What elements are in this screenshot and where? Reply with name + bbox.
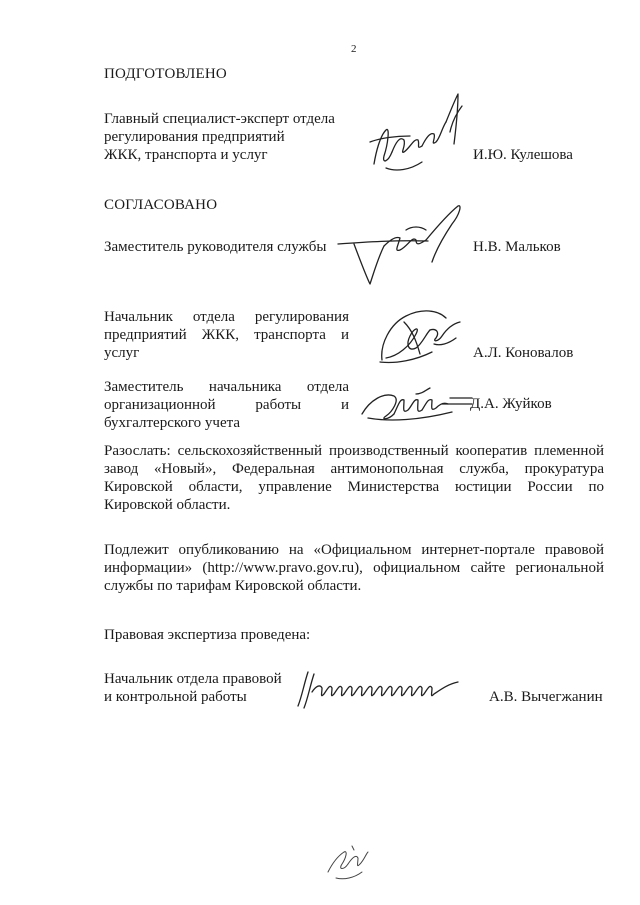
prepared-position-line: регулирования предприятий bbox=[104, 129, 285, 145]
agreed-position-konovalov bbox=[104, 308, 349, 362]
agreed-position-line: бухгалтерского учета bbox=[104, 415, 241, 431]
prepared-position bbox=[104, 110, 349, 164]
distribution-line: завод «Новый», Федеральная антимонопольная служба, прокуратура bbox=[104, 461, 604, 477]
publication-line: информации» (http://www.pravo.gov.ru), официальном сайте региональной bbox=[104, 560, 604, 576]
signature-vychegzhanin bbox=[294, 668, 464, 712]
publication-line: Подлежит опубликованию на «Официальном интернет-портале правовой bbox=[104, 542, 604, 558]
publication-paragraph bbox=[104, 541, 604, 595]
prepared-name: И.Ю. Кулешова bbox=[473, 147, 573, 163]
agreed-heading: СОГЛАСОВАНО bbox=[104, 197, 218, 213]
legal-review-position-line: и контрольной работы bbox=[104, 689, 247, 705]
legal-review-position-line: Начальник отдела правовой bbox=[104, 671, 282, 687]
agreed-name-malkov: Н.В. Мальков bbox=[473, 239, 561, 255]
signature-malkov bbox=[336, 200, 472, 290]
agreed-position-line: организационной работы и bbox=[104, 397, 349, 413]
prepared-heading: ПОДГОТОВЛЕНО bbox=[104, 66, 227, 82]
signature-zhuikov bbox=[360, 384, 476, 428]
agreed-position-zhuikov bbox=[104, 378, 349, 432]
agreed-name-zhuikov: Д.А. Жуйков bbox=[470, 396, 552, 412]
distribution-paragraph bbox=[104, 442, 604, 514]
legal-review-heading: Правовая экспертиза проведена: bbox=[104, 627, 311, 643]
signature-kuleshova bbox=[366, 92, 476, 188]
distribution-line: Разослать: сельскохозяйственный производственный кооператив племенной bbox=[104, 443, 604, 459]
agreed-position-line: Заместитель начальника отдела bbox=[104, 379, 349, 395]
agreed-name-konovalov: А.Л. Коновалов bbox=[473, 345, 574, 361]
prepared-position-line: ЖКК, транспорта и услуг bbox=[104, 147, 268, 163]
distribution-line: Кировской области. bbox=[104, 497, 231, 513]
legal-review-name: А.В. Вычегжанин bbox=[489, 689, 603, 705]
publication-line: службы по тарифам Кировской области. bbox=[104, 578, 362, 594]
agreed-position-line: услуг bbox=[104, 345, 140, 361]
page-number: 2 bbox=[351, 43, 357, 55]
distribution-line: Кировской области, управление Министерства юстиции России по bbox=[104, 479, 604, 495]
signature-konovalov bbox=[376, 300, 476, 370]
footer-initials-mark bbox=[322, 842, 374, 886]
prepared-position-line: Главный специалист-эксперт отдела bbox=[104, 111, 335, 127]
agreed-position-malkov bbox=[104, 238, 326, 256]
agreed-position-line: предприятий ЖКК, транспорта и bbox=[104, 327, 349, 343]
agreed-position-line: Заместитель руководителя службы bbox=[104, 239, 327, 255]
agreed-position-line: Начальник отдела регулирования bbox=[104, 309, 349, 325]
